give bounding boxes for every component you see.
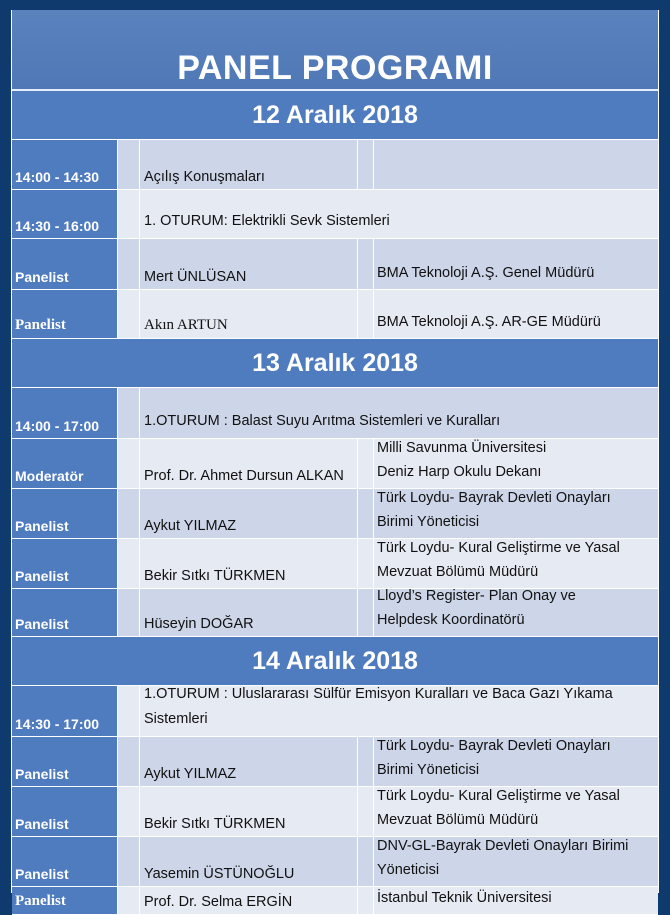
table-row (12, 489, 658, 539)
role-label: Panelist (12, 239, 118, 289)
table-row (12, 539, 658, 589)
person-name: Hüseyin DOĞAR (140, 589, 358, 636)
person-role-line: Lloyd’s Register- Plan Onay ve (377, 588, 576, 604)
person-role-line: Türk Loydu- Kural Geliştirme ve Yasal (377, 540, 620, 556)
session-title-line: 1.OTURUM : Uluslararası Sülfür Emisyon Kuralları ve Baca Gazı Yıkama (144, 686, 613, 702)
day-header-3: 14 Aralık 2018 (12, 637, 658, 686)
person-role-line: Mevzuat Bölümü Müdürü (377, 564, 539, 580)
person-name: Bekir Sıtkı TÜRKMEN (140, 787, 358, 836)
table-row (12, 686, 658, 737)
role-label: Panelist (12, 589, 118, 636)
table-row (12, 388, 658, 439)
page-title: PANEL PROGRAMI (12, 10, 658, 91)
person-role: BMA Teknoloji A.Ş. AR-GE Müdürü (377, 314, 601, 330)
person-role-line: Birimi Yöneticisi (377, 514, 480, 530)
person-name: Bekir Sıtkı TÜRKMEN (140, 539, 358, 588)
table-row (12, 887, 658, 915)
person-name: Aykut YILMAZ (140, 489, 358, 538)
session-title-line: Sistemleri (144, 711, 208, 727)
time-label: 14:00 - 14:30 (12, 140, 118, 189)
person-role-line: Birimi Yöneticisi (377, 762, 480, 778)
role-label: Panelist (12, 489, 118, 538)
table-row (12, 737, 658, 787)
person-role-line: Türk Loydu- Bayrak Devleti Onayları (377, 738, 611, 754)
person-role-line: Yöneticisi (377, 862, 440, 878)
time-label: 14:30 - 17:00 (12, 686, 118, 736)
person-name: Prof. Dr. Ahmet Dursun ALKAN (140, 439, 358, 488)
table-row (12, 190, 658, 239)
role-label: Panelist (12, 787, 118, 836)
person-role-line: Türk Loydu- Kural Geliştirme ve Yasal (377, 788, 620, 804)
table-row (12, 239, 658, 290)
person-name: Aykut YILMAZ (140, 737, 358, 786)
person-name: Mert ÜNLÜSAN (140, 239, 358, 289)
time-label: 14:30 - 16:00 (12, 190, 118, 238)
role-label: Panelist (12, 290, 118, 338)
person-name: Akın ARTUN (140, 290, 358, 338)
program-frame (11, 10, 659, 910)
time-label: 14:00 - 17:00 (12, 388, 118, 438)
session-title: 1. OTURUM: Elektrikli Sevk Sistemleri (144, 213, 390, 229)
table-row (12, 290, 658, 339)
table-row (12, 837, 658, 887)
role-label: Panelist (12, 837, 118, 886)
person-role-line: Deniz Harp Okulu Dekanı (377, 464, 542, 480)
table-row (12, 140, 658, 190)
session-title: Açılış Konuşmaları (140, 140, 358, 189)
person-role-line: Mevzuat Bölümü Müdürü (377, 812, 539, 828)
day-header-2: 13 Aralık 2018 (12, 339, 658, 388)
table-row (12, 787, 658, 837)
person-role-line: Türk Loydu- Bayrak Devleti Onayları (377, 490, 611, 506)
person-role-line: Helpdesk Koordinatörü (377, 612, 525, 628)
session-title: 1.OTURUM : Balast Suyu Arıtma Sistemleri ve Kuralları (144, 413, 501, 429)
person-name: Yasemin ÜSTÜNOĞLU (140, 837, 358, 886)
person-name: Prof. Dr. Selma ERGİN (140, 887, 358, 914)
person-role: BMA Teknoloji A.Ş. Genel Müdürü (377, 265, 595, 281)
person-role: İstanbul Teknik Üniversitesi (377, 890, 552, 906)
table-row (12, 589, 658, 637)
role-label: Panelist (12, 539, 118, 588)
day-header-1: 12 Aralık 2018 (12, 91, 658, 140)
role-label: Panelist (12, 887, 118, 914)
role-label: Panelist (12, 737, 118, 786)
person-role-line: DNV-GL-Bayrak Devleti Onayları Birimi (377, 838, 629, 854)
role-label: Moderatör (12, 439, 118, 488)
table-row (12, 439, 658, 489)
person-role-line: Milli Savunma Üniversitesi (377, 440, 547, 456)
